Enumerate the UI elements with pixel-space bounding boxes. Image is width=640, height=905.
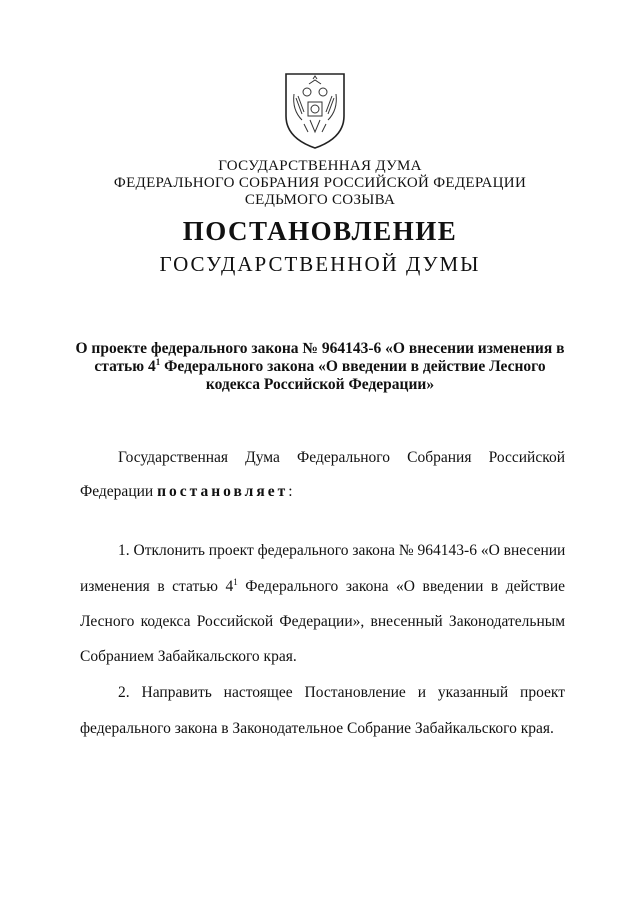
header-line-duma: ГОСУДАРСТВЕННАЯ ДУМА: [218, 158, 422, 174]
item1-line-2: [80, 578, 565, 596]
document-caption: [70, 340, 570, 394]
preamble-resolves-word: постановляет: [157, 483, 289, 500]
item2-line-2: федерального закона в Законодательное Собрание Забайкальского края.: [80, 720, 554, 737]
item1-line-4: Собранием Забайкальского края.: [80, 648, 297, 665]
document-title: ПОСТАНОВЛЕНИЕ: [182, 216, 458, 246]
preamble-line-1: Государственная Дума Федерального Собрания Российской: [118, 449, 565, 466]
caption-part1: О проекте федерального закона № 964143-6 «О внесении изменения в статью 4: [75, 340, 565, 375]
caption-superscript: 1: [155, 356, 161, 367]
item2-line-1: 2. Направить настоящее Постановление и указанный проект: [118, 684, 565, 701]
preamble-line-2-start: Федерации: [80, 483, 158, 500]
item1-superscript: 1: [233, 576, 238, 587]
item1-line-3: Лесного кодекса Российской Федерации», внесенный Законодательным: [80, 613, 565, 630]
item1-line-2-start: изменения в статью 4: [80, 578, 234, 595]
item1-line-2-end: Федерального закона «О введении в действие: [237, 578, 565, 595]
coat-of-arms-emblem: [280, 70, 350, 150]
document-subtitle: ГОСУДАРСТВЕННОЙ ДУМЫ: [159, 252, 481, 276]
header-line-convocation: СЕДЬМОГО СОЗЫВА: [244, 192, 396, 208]
item1-line-1: 1. Отклонить проект федерального закона № 964143-6 «О внесении: [118, 542, 566, 559]
header-line-federal-assembly: ФЕДЕРАЛЬНОГО СОБРАНИЯ РОССИЙСКОЙ ФЕДЕРАЦИИ: [113, 175, 527, 191]
preamble-line-2: [80, 483, 565, 501]
caption-part2: Федерального закона «О введении в действие Лесного кодекса Российской Федерации»: [160, 358, 546, 393]
preamble-line-2-end: :: [288, 483, 293, 500]
